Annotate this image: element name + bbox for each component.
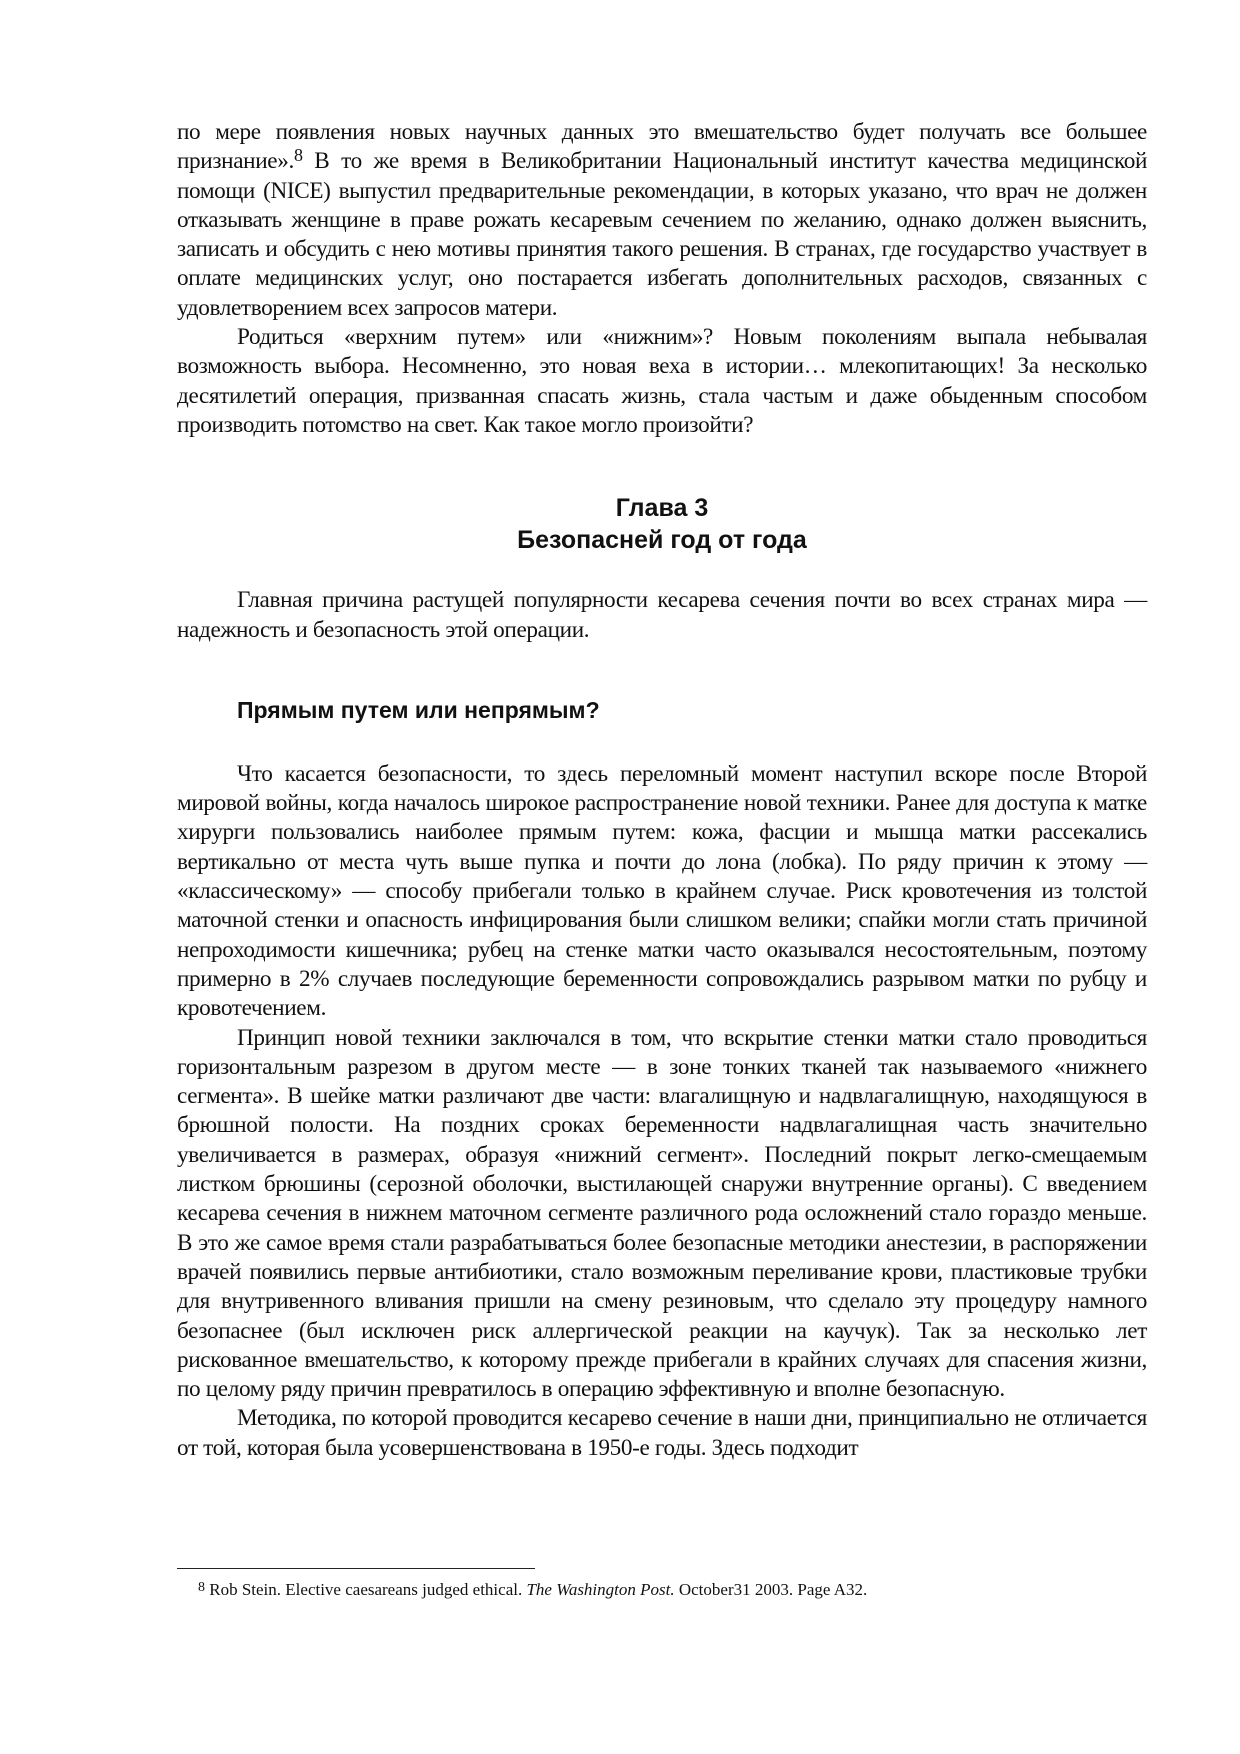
section-heading: Прямым путем или непрямым? [237, 696, 600, 723]
chapter-heading [177, 492, 1147, 556]
paragraph: Родиться «верхним путем» или «нижним»? Новым поколениям выпала небывалая возможность выбора. Несомненно, это новая веха в истории… млекопитающих! За несколько десятилетий операция, призванная спасать жизнь, стала частым и даже обыденным способом производить потомство на свет. Как такое могло произойти? [177, 324, 1147, 438]
paragraph: Методика, по которой проводится кесарево сечение в наши дни, принципиально не отличается от той, которая была усовершенствована в 1950-е годы. Здесь подходит [177, 1405, 1147, 1461]
document-page [177, 118, 1147, 1463]
footnote [198, 1580, 867, 1600]
footnote-source: The Washington Post. [526, 1580, 675, 1599]
paragraph [177, 118, 1147, 323]
paragraph-text: В то же время в Великобритании Национальный институт качества медицинской помощи (NICE) выпустил предварительные рекомендации, в которых указано, что врач не должен отказывать женщине в праве рожать кесаревым сечением по желанию, однако должен выяснить, записать и обсудить с нею мотивы принятия такого решения. В странах, где государство участвует в оплате медицинских услуг, оно постарается избегать дополнительных расходов, связанных с удовлетворением всех запросов матери. [177, 148, 1147, 321]
paragraph: Принцип новой техники заключался в том, что вскрытие стенки матки стало проводиться горизонтальным разрезом в другом месте — в зоне тонких тканей так называемого «нижнего сегмента». В шейке матки различают две части: влагалищную и надвлагалищную, находящуюся в брюшной полости. На поздних сроках беременности надвлагалищная часть значительно увеличивается в размерах, образуя «нижний сегмент». Последний покрыт легко-смещаемым листком брюшины (серозной оболочки, выстилающей снаружи внутренние органы). С введением кесарева сечения в нижнем маточном сегменте различного рода осложнений стало гораздо меньше. В это же самое время стали разрабатываться более безопасные методики анестезии, в распоряжении врачей появились первые антибиотики, стало возможным переливание крови, пластиковые трубки для внутривенного вливания пришли на смену резиновым, что сделало эту процедуру намного безопаснее (был исключен риск аллергической реакции на каучук). Так за несколько лет рискованное вмешательство, к которому прежде прибегали в крайних случаях для спасения жизни, по целому ряду причин превратилось в операцию эффективную и вполне безопасную. [177, 1024, 1147, 1403]
paragraph: Главная причина растущей популярности кесарева сечения почти во всех странах мира — надежность и безопасность этой операции. [177, 587, 1147, 643]
chapter-number: Глава 3 [615, 494, 709, 523]
footnote-reference[interactable]: 8 [293, 145, 303, 166]
footnote-number: 8 [198, 1580, 205, 1595]
footnote-text: Rob Stein. Elective caesareans judged ethical. [205, 1580, 527, 1599]
paragraph: Что касается безопасности, то здесь переломный момент наступил вскоре после Второй мировой войны, когда началось широкое распространение новой техники. Ранее для доступа к матке хирурги пользовались наиболее прямым путем: кожа, фасции и мышца матки рассекались вертикально от места чуть выше пупка и почти до лона (лобка). По ряду причин к этому — «классическому» — способу прибегали только в крайнем случае. Риск кровотечения из толстой маточной стенки и опасность инфицирования были слишком велики; спайки могли стать причиной непроходимости кишечника; рубец на стенке матки часто оказывался несостоятельным, поэтому примерно в 2% случаев последующие беременности сопровождались разрывом матки по рубцу и кровотечением. [177, 760, 1147, 1022]
footnote-date: October31 2003. Page A32. [674, 1580, 868, 1599]
chapter-title: Безопасней год от года [517, 526, 807, 555]
footnote-divider [177, 1568, 535, 1569]
paragraph-text: по мере появления новых научных данных это вмешательство будет получать все большее признание». [177, 119, 1147, 175]
